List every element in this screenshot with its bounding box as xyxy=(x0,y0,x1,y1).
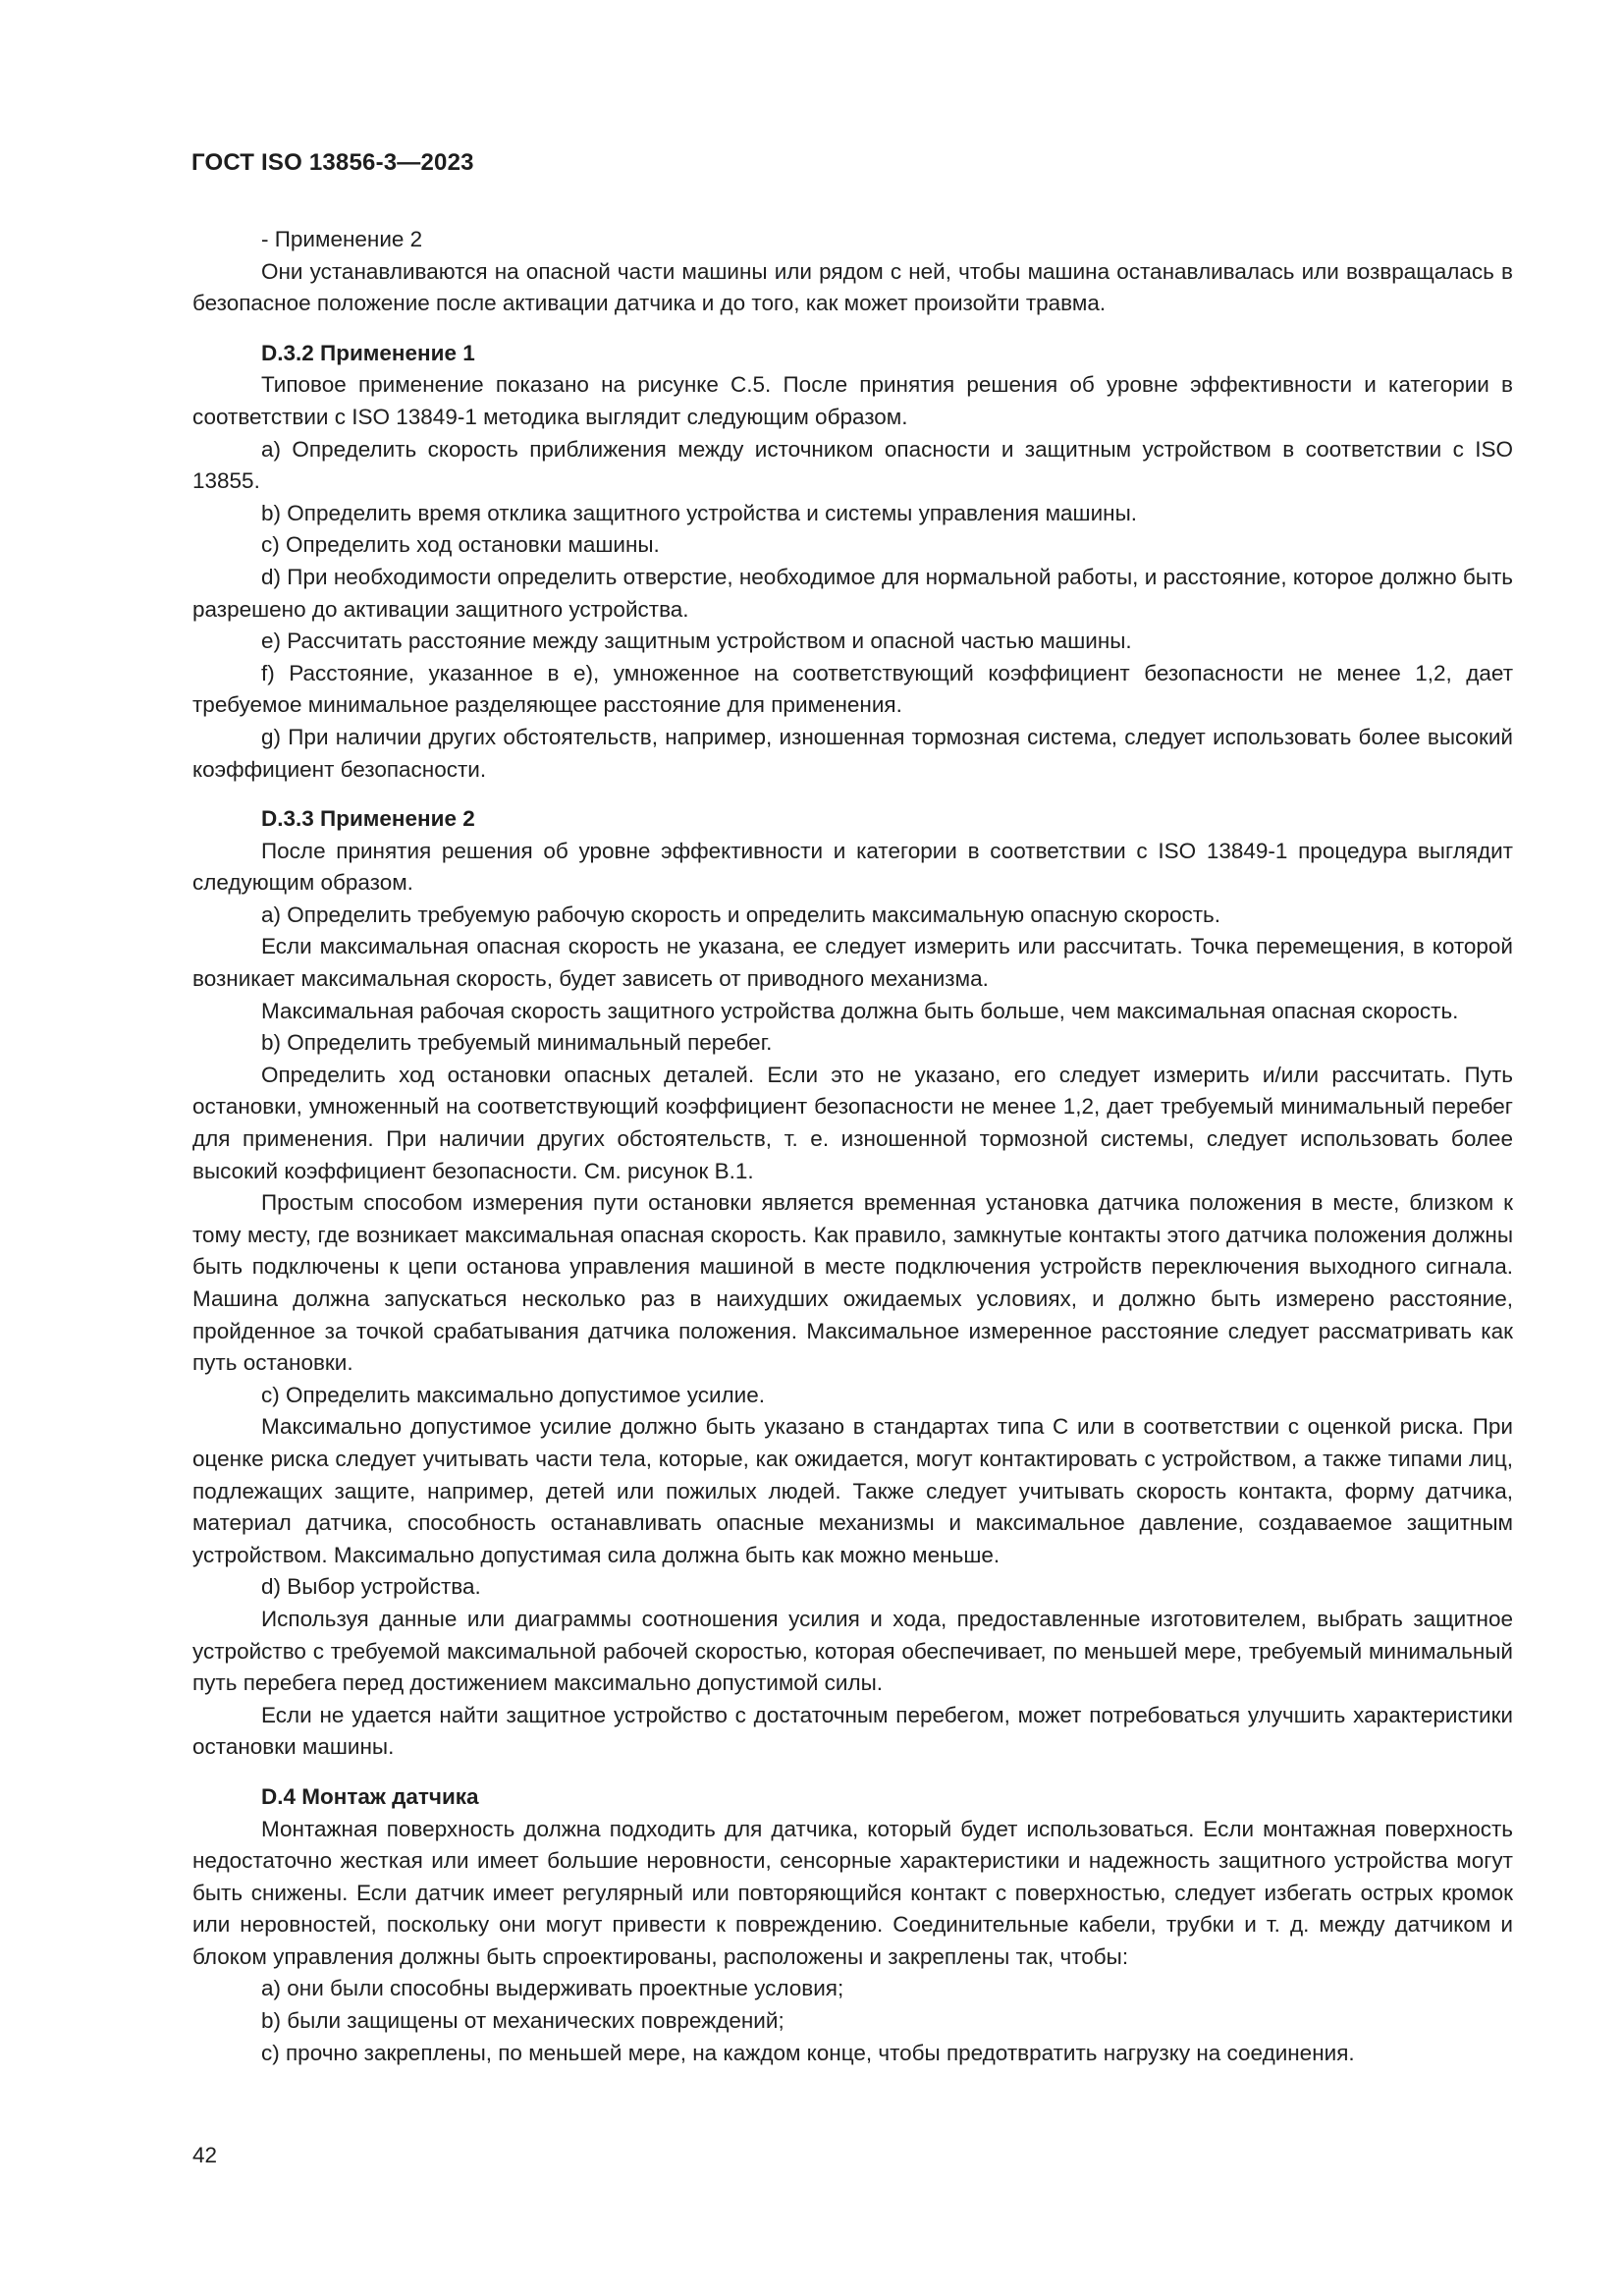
list-item: b) Определить время отклика защитного устройства и системы управления машины. xyxy=(261,500,1138,525)
list-item: e) Рассчитать расстояние между защитным устройством и опасной частью машины. xyxy=(261,629,1132,654)
list-item: - Применение 2 xyxy=(261,227,423,251)
paragraph: Типовое применение показано на рисунке С.5. После принятия решения об уровне эффективности и категории в соответствии с ISO 13849-1 методика выглядит следующим образом. xyxy=(192,372,1513,429)
section-heading-d32: D.3.2 Применение 1 xyxy=(261,340,475,365)
page-number: 42 xyxy=(192,2143,218,2167)
paragraph: Они устанавливаются на опасной части машины или рядом с ней, чтобы машина останавливалась или возвращалась в безопасное положение после активации датчика и до того, как может произойти травма. xyxy=(192,258,1513,316)
document-header: ГОСТ ISO 13856-3—2023 xyxy=(191,149,474,176)
paragraph: Максимально допустимое усилие должно быть указано в стандартах типа С или в соответствии с оценкой риска. При оценке риска следует учитывать части тела, которые, как ожидается, могут контактировать с устройством, а также типами лиц, подлежащих защите, например, детей или пожилых людей. Также следует учитывать скорость контакта, форму датчика, материал датчика, способность останавливать опасные механизмы и максимальное давление, создаваемое защитным устройством. Максимально допустимая сила должна быть как можно меньше. xyxy=(192,1414,1513,1567)
list-item: c) Определить максимально допустимое усилие. xyxy=(261,1382,765,1407)
paragraph: Если не удается найти защитное устройство с достаточным перебегом, может потребоваться улучшить характеристики остановки машины. xyxy=(192,1702,1513,1760)
section-heading-d4: D.4 Монтаж датчика xyxy=(261,1783,479,1809)
list-item: c) Определить ход остановки машины. xyxy=(261,532,660,558)
paragraph: Монтажная поверхность должна подходить для датчика, который будет использоваться. Если монтажная поверхность недостаточно жесткая или имеет большие неровности, сенсорные характеристики и надежность защитного устройства могут быть снижены. Если датчик имеет регулярный или повторяющийся контакт с поверхностью, следует избегать острых кромок или неровностей, поскольку они могут привести к повреждению. Соединительные кабели, трубки и т. д. между датчиком и блоком управления должны быть спроектированы, расположены и закреплены так, чтобы: xyxy=(192,1816,1513,1969)
paragraph: Максимальная рабочая скорость защитного устройства должна быть больше, чем максимальная опасная скорость. xyxy=(261,998,1459,1023)
list-item: a) Определить требуемую рабочую скорость и определить максимальную опасную скорость. xyxy=(261,902,1221,927)
list-item: g) При наличии других обстоятельств, например, изношенная тормозная система, следует использовать более высокий коэффициент безопасности. xyxy=(192,724,1513,782)
list-item: f) Расстояние, указанное в e), умноженное на соответствующий коэффициент безопасности не менее 1,2, дает требуемое минимальное разделяющее расстояние для применения. xyxy=(192,660,1513,718)
list-item: a) они были способны выдерживать проектные условия; xyxy=(261,1976,844,2001)
list-item: b) Определить требуемый минимальный перебег. xyxy=(261,1030,773,1056)
list-item: a) Определить скорость приближения между источником опасности и защитным устройством в соответствии с ISO 13855. xyxy=(192,436,1513,494)
paragraph: Если максимальная опасная скорость не указана, ее следует измерить или рассчитать. Точка перемещения, в которой возникает максимальная скорость, будет зависеть от приводного механизма. xyxy=(192,934,1513,992)
list-item: d) При необходимости определить отверстие, необходимое для нормальной работы, и расстояние, которое должно быть разрешено до активации защитного устройства. xyxy=(192,564,1513,622)
paragraph: Используя данные или диаграммы соотношения усилия и хода, предоставленные изготовителем, выбрать защитное устройство с требуемой максимальной рабочей скоростью, которая обеспечивает, по меньшей мере, требуемый минимальный путь перебега перед достижением максимально допустимой силы. xyxy=(192,1606,1513,1696)
paragraph: После принятия решения об уровне эффективности и категории в соответствии с ISO 13849-1 процедура выглядит следующим образом. xyxy=(192,838,1513,896)
list-item: c) прочно закреплены, по меньшей мере, на каждом конце, чтобы предотвратить нагрузку на соединения. xyxy=(261,2040,1355,2065)
paragraph: Простым способом измерения пути остановки является временная установка датчика положения в месте, близком к тому месту, где возникает максимальная опасная скорость. Как правило, замкнутые контакты этого датчика положения должны быть подключены к цепи останова управления машиной в месте подключения устройств переключения выходного сигнала. Машина должна запускаться несколько раз в наихудших ожидаемых условиях, и должно быть измерено расстояние, пройденное за точкой срабатывания датчика положения. Максимальное измеренное расстояние следует рассматривать как путь остановки. xyxy=(192,1190,1513,1376)
section-heading-d33: D.3.3 Применение 2 xyxy=(261,806,475,832)
list-item: d) Выбор устройства. xyxy=(261,1574,481,1600)
list-item: b) были защищены от механических повреждений; xyxy=(261,2008,784,2034)
paragraph: Определить ход остановки опасных деталей. Если это не указано, его следует измерить и/или рассчитать. Путь остановки, умноженный на соответствующий коэффициент безопасности не менее 1,2, дает требуемый минимальный перебег для применения. При наличии других обстоятельств, т. е. изношенной тормозной системы, следует использовать более высокий коэффициент безопасности. См. рисунок В.1. xyxy=(192,1062,1513,1183)
document-body xyxy=(192,224,1513,2069)
